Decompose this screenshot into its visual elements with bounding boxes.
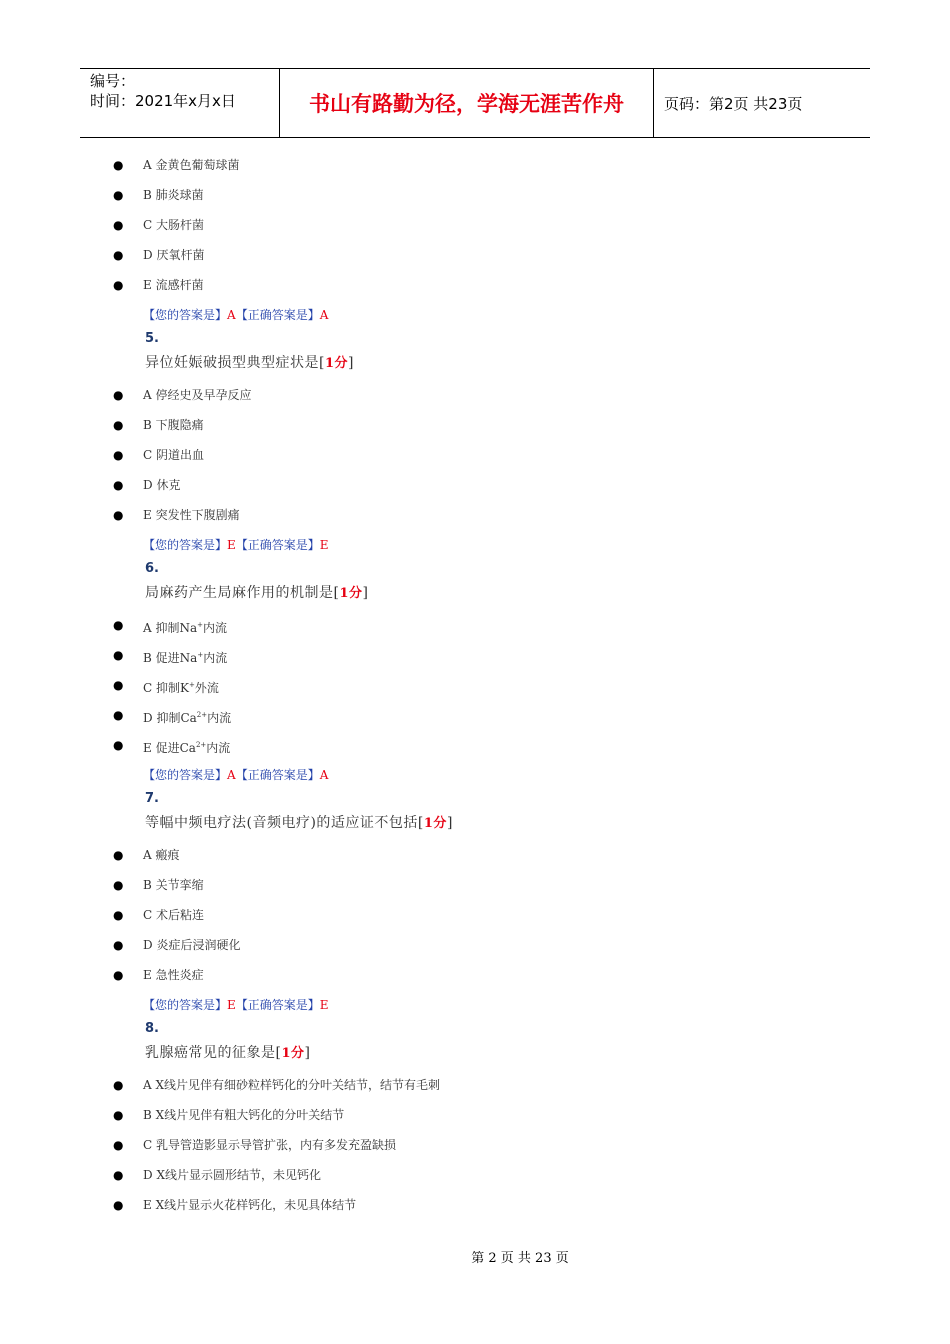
bullet-icon: ● [113, 188, 124, 202]
bullet-icon: ● [113, 848, 124, 862]
page-footer: 第 2 页 共 23 页 [471, 1251, 569, 1266]
code-label: 编号： [90, 72, 136, 90]
bullet-icon: ● [113, 708, 124, 722]
option-item[interactable]: ● C 抑制K+外流 [0, 670, 950, 700]
header-page-info: 页码：第2页 共23页 [664, 94, 803, 113]
option-item[interactable]: ● E 突发性下腹剧痛 [0, 500, 950, 530]
bullet-icon: ● [113, 278, 124, 292]
option-item[interactable]: ● D 休克 [0, 470, 950, 500]
answer-line: 【您的答案是】E【正确答案是】E [143, 538, 329, 552]
option-item[interactable]: ● D 抑制$Ca^{2+}$内流 [0, 700, 950, 730]
question-number: 7. [145, 791, 159, 806]
option-item[interactable]: ● B X线片见伴有粗大钙化的分叶关结节 [0, 1100, 950, 1130]
bullet-icon: ● [113, 1198, 124, 1212]
option-item[interactable]: ● B 下腹隐痛 [0, 410, 950, 440]
question-text: 等幅中频电疗法(音频电疗)的适应证不包括[1分] [145, 815, 453, 831]
bullet-icon: ● [113, 938, 124, 952]
option-item[interactable]: ● D 炎症后浸润硬化 [0, 930, 950, 960]
question-text: 异位妊娠破损型典型症状是[1分] [145, 355, 354, 371]
question-number: 6. [145, 561, 159, 576]
question-text: 乳腺癌常见的征象是[1分] [145, 1045, 311, 1061]
question-number: 8. [145, 1021, 159, 1036]
option-item[interactable]: ● C 术后粘连 [0, 900, 950, 930]
bullet-icon: ● [113, 158, 124, 172]
option-item[interactable]: ● B 肺炎球菌 [0, 180, 950, 210]
option-item[interactable]: ● D X线片显示圆形结节，未见钙化 [0, 1160, 950, 1190]
question-text: 局麻药产生局麻作用的机制是[1分] [145, 585, 369, 601]
time-label: 时间：2021年x月x日 [90, 92, 236, 110]
option-item[interactable]: ● E 促进$Ca^{2+}$内流 [0, 730, 950, 760]
bullet-icon: ● [113, 218, 124, 232]
bullet-icon: ● [113, 248, 124, 262]
option-item[interactable]: ● D 厌氧杆菌 [0, 240, 950, 270]
option-item[interactable]: ● A X线片见伴有细砂粒样钙化的分叶关结节，结节有毛刺 [0, 1070, 950, 1100]
question-number: 5. [145, 331, 159, 346]
bullet-icon: ● [113, 388, 124, 402]
option-item[interactable]: ● E 急性炎症 [0, 960, 950, 990]
option-item[interactable]: ● B 促进Na+内流 [0, 640, 950, 670]
option-item[interactable]: ● E 流感杆菌 [0, 270, 950, 300]
bullet-icon: ● [113, 648, 124, 662]
option-item[interactable]: ● E X线片显示火花样钙化，未见具体结节 [0, 1190, 950, 1220]
option-item[interactable]: ● C 大肠杆菌 [0, 210, 950, 240]
option-item[interactable]: ● A 停经史及早孕反应 [0, 380, 950, 410]
bullet-icon: ● [113, 508, 124, 522]
option-item[interactable]: ● C 阴道出血 [0, 440, 950, 470]
bullet-icon: ● [113, 1138, 124, 1152]
bullet-icon: ● [113, 968, 124, 982]
bullet-icon: ● [113, 618, 124, 632]
bullet-icon: ● [113, 418, 124, 432]
header-meta [80, 69, 280, 137]
page-header [80, 68, 870, 138]
option-item[interactable]: ● A 瘢痕 [0, 840, 950, 870]
bullet-icon: ● [113, 738, 124, 752]
option-item[interactable]: ● A 金黄色葡萄球菌 [0, 150, 950, 180]
bullet-icon: ● [113, 1108, 124, 1122]
bullet-icon: ● [113, 678, 124, 692]
option-item[interactable]: ● C 乳导管造影显示导管扩张，内有多发充盈缺损 [0, 1130, 950, 1160]
answer-line: 【您的答案是】A【正确答案是】A [143, 308, 329, 322]
option-item[interactable]: ● B 关节挛缩 [0, 870, 950, 900]
bullet-icon: ● [113, 908, 124, 922]
answer-line: 【您的答案是】E【正确答案是】E [143, 998, 329, 1012]
bullet-icon: ● [113, 478, 124, 492]
bullet-icon: ● [113, 1168, 124, 1182]
option-item[interactable]: ● A 抑制Na+内流 [0, 610, 950, 640]
answer-line: 【您的答案是】A【正确答案是】A [143, 768, 329, 782]
bullet-icon: ● [113, 1078, 124, 1092]
question-content [0, 150, 950, 1220]
bullet-icon: ● [113, 878, 124, 892]
bullet-icon: ● [113, 448, 124, 462]
header-motto: 书山有路勤为径，学海无涯苦作舟 [280, 69, 654, 137]
